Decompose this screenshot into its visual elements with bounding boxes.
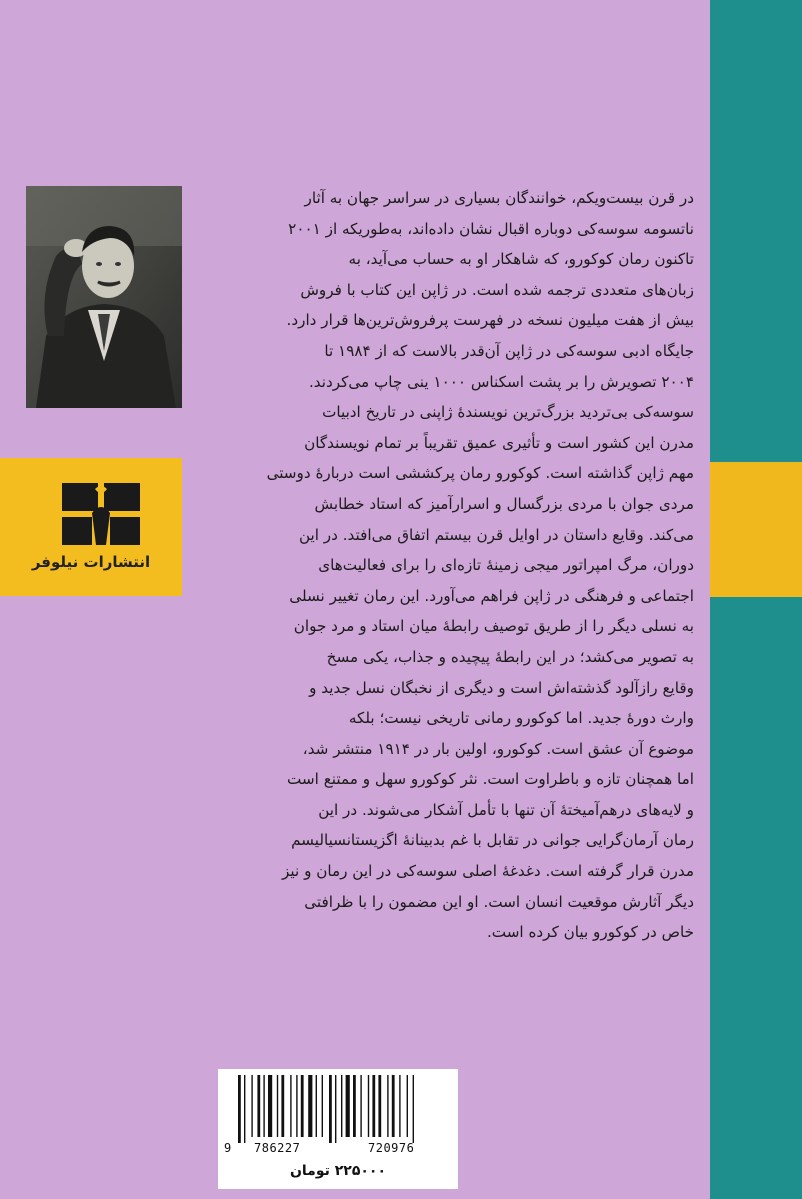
blurb-line: وارث دورهٔ جدید. اما کوکورو رمانی تاریخی نیست؛ بلکه (348, 709, 694, 728)
blurb-line: ۲۰۰۴ تصویرش را بر پشت اسکناس ۱۰۰۰ ینی چاپ می‌کردند. (308, 372, 694, 391)
barcode-bar (251, 1075, 252, 1137)
blurb-line: به نسلی دیگر را از طریق توصیف رابطهٔ میان استاد و مرد جوان (293, 617, 694, 636)
blurb-line: مدرن قرار گرفته است. دغدغهٔ اصلی سوسه‌کی در این رمان و نیز (282, 862, 694, 881)
barcode-bar (281, 1075, 284, 1137)
blurb-line: جایگاه ادبی سوسه‌کی در ژاپن آن‌قدر بالاست که از ۱۹۸۴ تا (324, 341, 694, 360)
blurb-line: مهم ژاپن گذاشته است. کوکورو رمان پرکششی است دربارهٔ دوستی (266, 464, 694, 483)
barcode-bar (353, 1075, 356, 1137)
barcode-bar (263, 1075, 264, 1137)
barcode-bar (368, 1075, 369, 1137)
price-label: ۲۲۵۰۰۰ تومان (289, 1163, 387, 1179)
barcode-digits-right: 720976 (368, 1141, 415, 1155)
blurb-line: در قرن بیست‌ویکم، خوانندگان بسیاری در سراسر جهان به آثار (304, 189, 694, 207)
barcode-bar (360, 1075, 361, 1137)
blurb-line: موضوع آن عشق است. کوکورو، اولین بار در ۱۹۱۴ منتشر شد، (302, 739, 694, 758)
barcode-bar (378, 1075, 381, 1137)
barcode-bar (290, 1075, 291, 1137)
blurb-line: وقایع رازآلود گذشته‌اش است و دیگری از نخبگان نسل جدید و (309, 678, 694, 697)
barcode-bar (413, 1075, 414, 1143)
publisher-name: انتشارات نیلوفر (31, 553, 151, 571)
barcode-bar (301, 1075, 304, 1137)
barcode-bar (346, 1075, 350, 1137)
barcode-bar (257, 1075, 260, 1137)
blurb-line: دوران، مرگ امپراتور میجی زمینهٔ تازه‌ای را برای فعالیت‌های (318, 556, 694, 575)
barcode-bar (372, 1075, 375, 1137)
niloofar-publisher-logo-icon (62, 483, 140, 545)
isbn-barcode-icon (224, 1075, 452, 1143)
barcode-bar (268, 1075, 272, 1137)
barcode-bar (322, 1075, 323, 1137)
blurb-line: رمان آرمان‌گرایی جوانی در تقابل با غم بدبینانهٔ اگزیستانسیالیسم (291, 831, 694, 850)
blurb-line: بیش از هفت میلیون نسخه در فهرست پرفروش‌ترین‌ها قرار دارد. (286, 311, 694, 330)
barcode-digit-prefix: 9 (224, 1141, 232, 1155)
publisher-block (0, 458, 182, 596)
barcode-bar (407, 1075, 408, 1137)
barcode-bar (296, 1075, 297, 1137)
barcode-bar (392, 1075, 395, 1137)
barcode-area (218, 1069, 458, 1189)
blurb-line: سوسه‌کی بی‌تردید بزرگ‌ترین نویسندهٔ ژاپنی در تاریخ ادبیات (322, 403, 694, 422)
blurb-line: اما همچنان تازه و باطراوت است. نثر کوکورو سهل و ممتنع است (287, 770, 694, 789)
blurb-line: دیگر آثارش موقعیت انسان است. او این مضمون را با ظرافتی (304, 892, 694, 911)
blurb-line: به تصویر می‌کشد؛ در این رابطهٔ پیچیده و جذاب، یکی مسخ (326, 647, 694, 666)
barcode-bar (308, 1075, 312, 1137)
barcode-bar (387, 1075, 388, 1137)
barcode-bar (329, 1075, 332, 1143)
book-spine (710, 0, 802, 1199)
blurb-line: اجتماعی و فرهنگی در ژاپن فراهم می‌آورد. این رمان تغییر نسلی (289, 586, 694, 605)
spine-yellow-band (710, 462, 802, 597)
blurb-text (206, 183, 694, 948)
blurb-line: مردی جوان با مردی بزرگسال و اسرارآمیز که استاد خطابش (314, 494, 694, 513)
barcode-bar (341, 1075, 342, 1137)
blurb-line: مدرن این کشور است و تأثیری عمیق تقریباً بر تمام نویسندگان (304, 433, 694, 452)
barcode-bar (316, 1075, 317, 1137)
barcode-digits-left: 786227 (254, 1141, 301, 1155)
author-portrait-icon (26, 186, 182, 408)
blurb-line: زبان‌های متعددی ترجمه شده است. در ژاپن این کتاب با فروش (300, 280, 694, 299)
blurb-line: خاص در کوکورو بیان کرده است. (486, 923, 694, 942)
blurb-line: تاکنون رمان کوکورو، که شاهکار او به حساب می‌آید، به (348, 250, 694, 269)
barcode-bar (335, 1075, 336, 1143)
author-portrait-photo (26, 186, 182, 408)
blurb-line: و لایه‌های درهم‌آمیختهٔ آن تنها با تأمل آشکار می‌شوند. در این (318, 800, 694, 819)
blurb-line: می‌کند. وقایع داستان در اوایل قرن بیستم اتفاق می‌افتد. در این (298, 525, 694, 544)
barcode-bar (399, 1075, 400, 1137)
barcode-bar (238, 1075, 241, 1143)
barcode-bar (277, 1075, 278, 1137)
barcode-bar (244, 1075, 245, 1143)
blurb-line: ناتسومه سوسه‌کی دوباره اقبال نشان داده‌اند، به‌طوریکه از ۲۰۰۱ (288, 219, 694, 238)
